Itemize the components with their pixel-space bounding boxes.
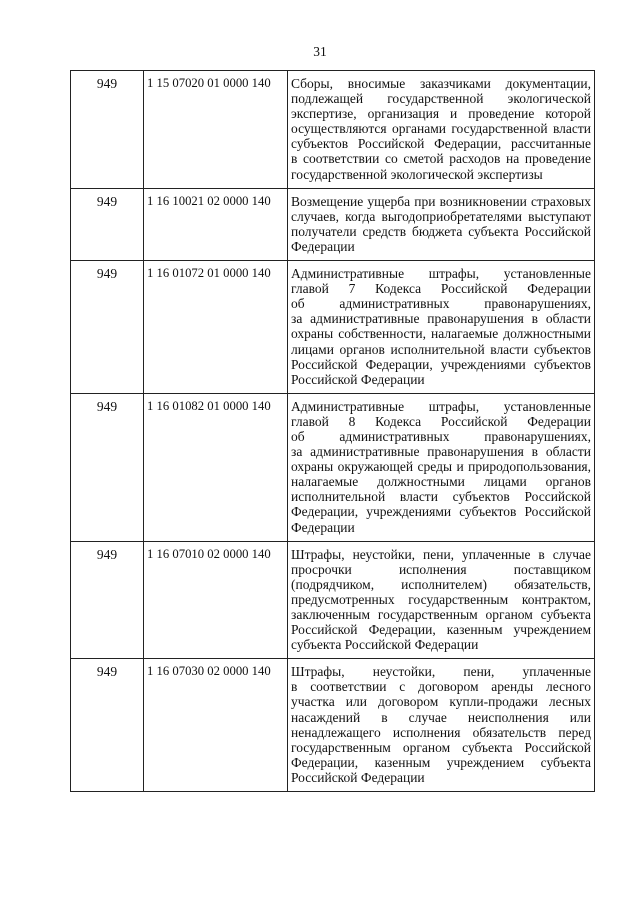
description-line: Штрафы, неустойки, пени, уплаченные <box>291 664 591 680</box>
table-row <box>71 261 595 394</box>
admin-code-cell: 949 <box>71 188 144 260</box>
admin-code-cell: 949 <box>71 659 144 792</box>
revenue-description-cell <box>288 393 595 541</box>
description-line: насаждений в случае неисполнения или <box>291 709 591 725</box>
revenue-code-cell: 1 16 01072 01 0000 140 <box>144 261 288 394</box>
revenue-codes-table <box>70 70 595 792</box>
description-line: предусмотренных государственным контрактом, <box>291 591 591 607</box>
description-line: Штрафы, неустойки, пени, уплаченные в случае <box>291 546 591 562</box>
description-line: в соответствии со сметой расходов на проведение <box>291 151 591 167</box>
description-line: субъектов Российской Федерации, рассчитанные <box>291 136 591 152</box>
revenue-description-cell <box>288 541 595 659</box>
description-line: Российской Федерации, казенным учреждением <box>291 622 591 638</box>
description-line: участка или договором купли-продажи лесных <box>291 694 591 710</box>
description-line: ненадлежащего исполнения обязательств перед <box>291 724 591 740</box>
description-line: (подрядчиком, исполнителем) обязательств, <box>291 576 591 592</box>
description-line: Российской Федерации <box>291 371 425 387</box>
description-line: главой 8 Кодекса Российской Федерации <box>291 413 591 429</box>
description-line: лицами органов исполнительной власти субъектов <box>291 341 591 357</box>
admin-code-cell: 949 <box>71 541 144 659</box>
admin-code-cell: 949 <box>71 393 144 541</box>
description-line: подлежащей государственной экологической <box>291 91 591 107</box>
admin-code-cell: 949 <box>71 71 144 189</box>
description-line: об административных правонарушениях, <box>291 296 591 312</box>
revenue-description-cell <box>288 71 595 189</box>
description-line: охраны собственности, налагаемые должностными <box>291 326 591 342</box>
description-line: осуществляются органами государственной власти <box>291 121 591 137</box>
admin-code-cell: 949 <box>71 261 144 394</box>
revenue-code-cell: 1 15 07020 01 0000 140 <box>144 71 288 189</box>
table-row <box>71 541 595 659</box>
description-line: Федерации <box>291 519 355 535</box>
revenue-code-cell: 1 16 10021 02 0000 140 <box>144 188 288 260</box>
revenue-description-cell <box>288 188 595 260</box>
description-line: просрочки исполнения поставщиком <box>291 561 591 577</box>
description-line: Федерации, казенным учреждением субъекта <box>291 754 591 770</box>
description-line: Сборы, вносимые заказчиками документации, <box>291 76 591 91</box>
revenue-description-cell <box>288 659 595 792</box>
table-body <box>71 71 595 792</box>
description-line: главой 7 Кодекса Российской Федерации <box>291 281 591 297</box>
table-row <box>71 71 595 189</box>
description-line: в соответствии с договором аренды лесного <box>291 679 591 695</box>
table-row <box>71 393 595 541</box>
description-line: охраны окружающей среды и природопользования, <box>291 459 591 475</box>
description-line: налагаемые должностными лицами органов <box>291 474 591 490</box>
description-line: заключенным государственным органом субъекта <box>291 607 591 622</box>
revenue-code-cell: 1 16 07010 02 0000 140 <box>144 541 288 659</box>
revenue-code-cell: 1 16 01082 01 0000 140 <box>144 393 288 541</box>
description-line: Федерации, учреждениями субъектов Российской <box>291 504 591 520</box>
description-line: Российской Федерации <box>291 769 425 785</box>
description-line: государственной экологической экспертизы <box>291 166 543 182</box>
description-line: экспертизе, организация и проведение которой <box>291 106 591 122</box>
description-line: Российской Федерации, учреждениями субъектов <box>291 356 591 372</box>
description-line: государственным органом субъекта Российской <box>291 739 591 755</box>
description-line: случаев, когда выгодоприобретателями выступают <box>291 208 591 224</box>
description-line: исполнительной власти субъектов Российской <box>291 489 591 505</box>
table-row <box>71 659 595 792</box>
description-line: Административные штрафы, установленные <box>291 266 591 282</box>
page-number: 31 <box>313 44 327 59</box>
description-line: за административные правонарушения в области <box>291 311 591 327</box>
description-line: получатели средств бюджета субъекта Российской <box>291 223 591 239</box>
revenue-code-cell: 1 16 07030 02 0000 140 <box>144 659 288 792</box>
description-line: Административные штрафы, установленные <box>291 398 591 414</box>
description-line: Федерации <box>291 238 355 254</box>
description-line: за административные правонарушения в области <box>291 444 591 460</box>
description-line: субъекта Российской Федерации <box>291 637 479 653</box>
revenue-description-cell <box>288 261 595 394</box>
table-row <box>71 188 595 260</box>
description-line: об административных правонарушениях, <box>291 428 591 444</box>
description-line: Возмещение ущерба при возникновении страховых <box>291 193 591 209</box>
